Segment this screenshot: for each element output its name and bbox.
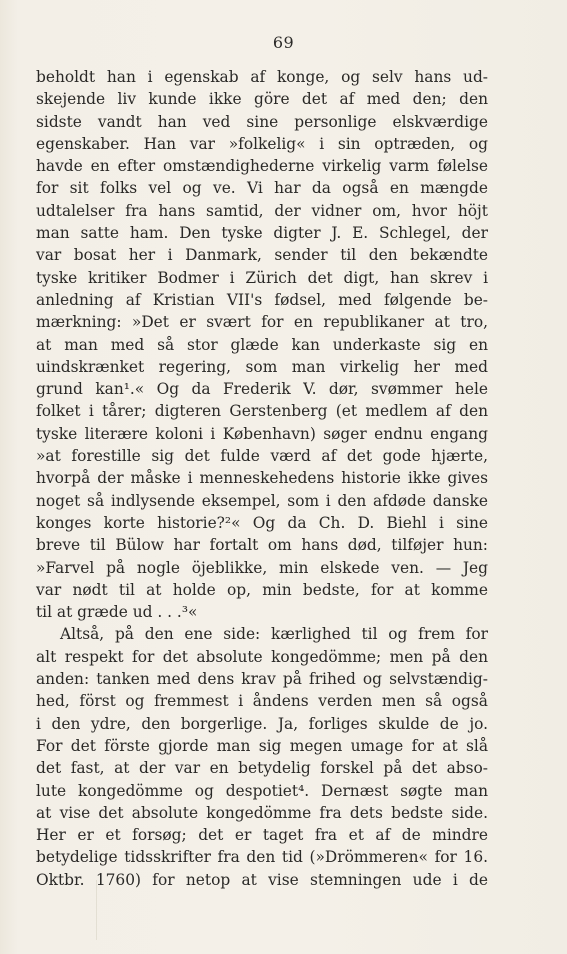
text-line: anden: tanken med dens krav på frihed og selvstændig-: [36, 670, 488, 689]
text-line: lute kongedömme og despotiet⁴. Dernæst søgte man: [36, 781, 488, 800]
text-line: betydelige tidsskrifter fra den tid (»Drömmeren« for 16.: [36, 848, 488, 867]
text-line: at vise det absolute kongedömme fra dets bedste side.: [36, 803, 488, 822]
text-line: grund kan¹.« Og da Frederik V. dør, svømmer hele: [36, 380, 488, 399]
text-line: beholdt han i egenskab af konge, og selv hans ud-: [36, 68, 488, 86]
text-line: »at forestille sig det fulde værd af det gode hjærte,: [36, 447, 488, 466]
text-line: havde en efter omstændighederne virkelig varm følelse: [36, 157, 488, 176]
text-line: anledning af Kristian VII's fødsel, med følgende be-: [36, 290, 488, 309]
text-line: egenskaber. Han var »folkelig« i sin optræden, og: [36, 134, 488, 153]
text-line: uindskrænket regering, som man virkelig her med: [36, 357, 488, 376]
text-line: tyske kritiker Bodmer i Zürich det digt, han skrev i: [36, 268, 488, 287]
text-line: udtalelser fra hans samtid, der vidner om, hvor höjt: [36, 201, 488, 220]
text-line: hvorpå der måske i menneskehedens historie ikke gives: [36, 469, 488, 488]
paper-crease: [88, 880, 97, 940]
text-line: var bosat her i Danmark, sender til den bekændte: [36, 246, 488, 265]
text-line: i den ydre, den borgerlige. Ja, forliges skulde de jo.: [36, 714, 488, 733]
text-line: Oktbr. 1760) for netop at vise stemningen ude i de: [36, 870, 488, 889]
text-line: hed, först og fremmest i åndens verden men så også: [36, 692, 488, 711]
text-line: mærkning: »Det er svært for en republikaner at tro,: [36, 313, 488, 332]
text-line: at man med så stor glæde kan underkaste sig en: [36, 335, 488, 354]
text-line: skejende liv kunde ikke göre det af med den; den: [36, 90, 488, 109]
text-line: For det förste gjorde man sig megen umage for at slå: [36, 736, 488, 755]
text-line: det fast, at der var en betydelig forskel på det abso-: [36, 759, 488, 778]
text-line: breve til Bülow har fortalt om hans død, tilføjer hun:: [36, 536, 488, 555]
text-line: sidste vandt han ved sine personlige elskværdige: [36, 112, 488, 131]
text-line: konges korte historie?²« Og da Ch. D. Biehl i sine: [36, 513, 488, 532]
text-line: for sit folks vel og ve. Vi har da også en mængde: [36, 179, 488, 198]
text-line: alt respekt for det absolute kongedömme; men på den: [36, 647, 488, 666]
text-line: »Farvel på nogle öjeblikke, min elskede ven. — Jeg: [36, 558, 488, 577]
page-number: 69: [272, 33, 295, 52]
text-line: tyske literære koloni i København) søger endnu engang: [36, 424, 488, 443]
text-line: var nødt til at holde op, min bedste, for at komme: [36, 580, 488, 599]
text-line: folket i tårer; digteren Gerstenberg (et medlem af den: [36, 402, 488, 421]
body-text: [36, 66, 488, 891]
text-line: til at græde ud . . .³«: [36, 603, 198, 622]
text-line: man satte ham. Den tyske digter J. E. Schlegel, der: [36, 224, 488, 243]
text-line: Her er et forsøg; det er taget fra et af de mindre: [36, 826, 488, 845]
text-line: noget så indlysende eksempel, som i den afdøde danske: [36, 491, 488, 510]
text-line: Altså, på den ene side: kærlighed til og frem for: [60, 625, 488, 644]
